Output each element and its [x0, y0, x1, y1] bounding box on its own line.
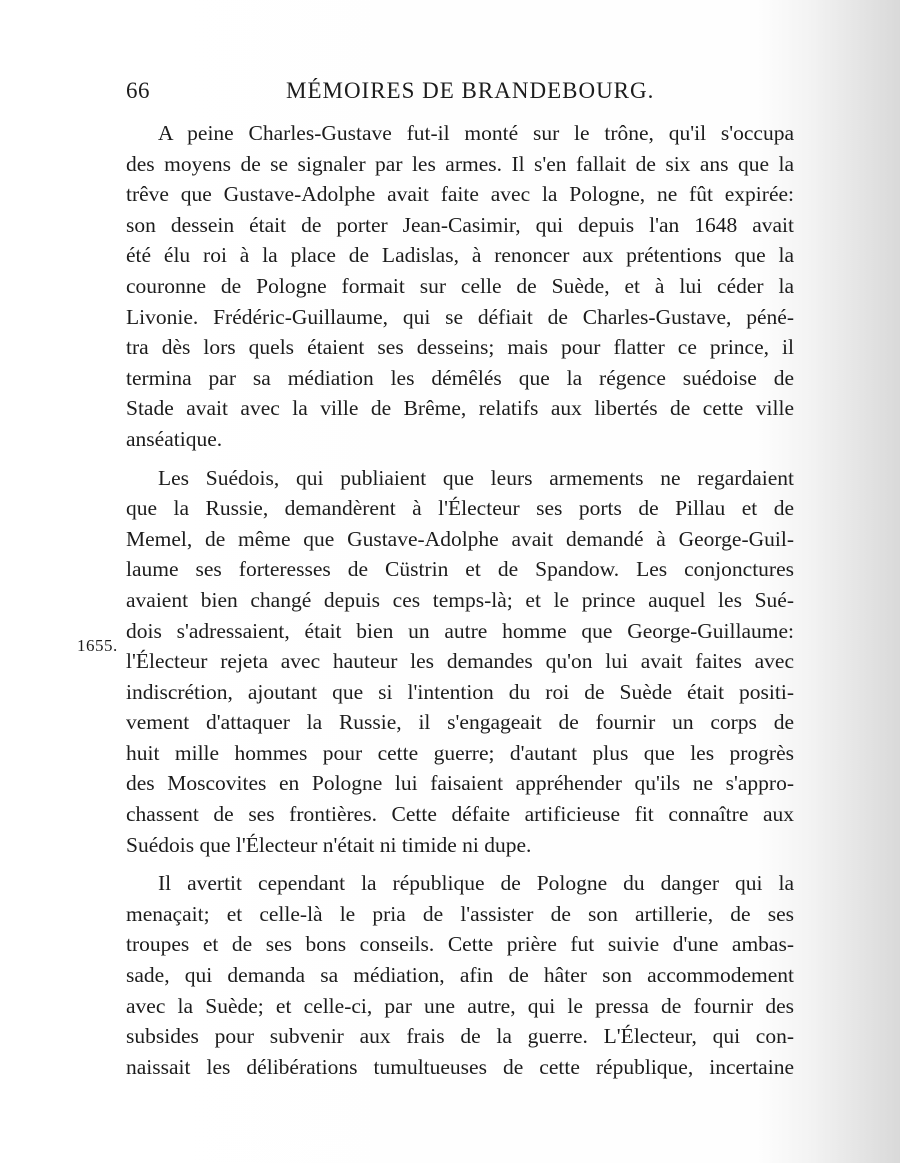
text-line: sade, qui demanda sa médiation, afin de hâter son accommodement: [126, 963, 794, 988]
text-line: couronne de Pologne formait sur celle de Suède, et à lui céder la: [126, 273, 794, 298]
paragraph-gap: [126, 455, 794, 463]
text-line: Il avertit cependant la république de Pologne du danger qui la: [158, 871, 794, 896]
text-line: A peine Charles-Gustave fut-il monté sur le trône, qu'il s'occupa: [158, 121, 794, 145]
text-line: dois s'adressaient, était bien un autre homme que George-Guillaume:: [126, 618, 794, 643]
text-line: anséatique.: [126, 426, 223, 451]
text-line: troupes et de ses bons conseils. Cette prière fut suivie d'une ambas-: [126, 932, 794, 957]
text-line: Stade avait avec la ville de Brême, relatifs aux libertés de cette ville: [126, 396, 794, 421]
text-line: menaçait; et celle-là le pria de l'assister de son artillerie, de ses: [126, 901, 794, 926]
text-line: que la Russie, demandèrent à l'Électeur ses ports de Pillau et de: [126, 496, 794, 521]
text-line: huit mille hommes pour cette guerre; d'autant plus que les progrès: [126, 740, 794, 765]
text-line: avaient bien changé depuis ces temps-là; et le prince auquel les Sué-: [126, 587, 794, 612]
paragraph-3: [126, 868, 794, 1082]
text-line: chassent de ses frontières. Cette défaite artificieuse fit connaître aux: [126, 802, 794, 827]
paragraph-gap: [126, 860, 794, 868]
text-line: Suédois que l'Électeur n'était ni timide ni dupe.: [126, 832, 532, 857]
text-line: naissait les délibérations tumultueuses de cette république, incertaine: [126, 1054, 794, 1079]
running-header: [126, 78, 794, 110]
text-line: Livonie. Frédéric-Guillaume, qui se défiait de Charles-Gustave, péné-: [126, 304, 794, 329]
text-line: des moyens de se signaler par les armes. Il s'en fallait de six ans que la: [126, 151, 794, 176]
paragraph-1: [126, 118, 794, 455]
margin-date-note: 1655.: [77, 636, 118, 655]
paragraph-2: [126, 463, 794, 861]
text-line: Les Suédois, qui publiaient que leurs armements ne regardaient: [158, 465, 794, 490]
text-line: son dessein était de porter Jean-Casimir, qui depuis l'an 1648 avait: [126, 212, 794, 237]
text-line: termina par sa médiation les démêlés que la régence suédoise de: [126, 365, 794, 390]
text-line: indiscrétion, ajoutant que si l'intention du roi de Suède était positi-: [126, 679, 794, 704]
text-line: trêve que Gustave-Adolphe avait faite avec la Pologne, ne fût expirée:: [126, 182, 794, 207]
text-line: Memel, de même que Gustave-Adolphe avait demandé à George-Guil-: [126, 526, 794, 551]
text-line: été élu roi à la place de Ladislas, à renoncer aux prétentions que la: [126, 243, 794, 268]
text-line: des Moscovites en Pologne lui faisaient appréhender qu'ils ne s'appro-: [126, 771, 794, 796]
page-number: 66: [126, 78, 150, 103]
text-line: avec la Suède; et celle-ci, par une autre, qui le pressa de fournir des: [126, 993, 794, 1018]
text-line: tra dès lors quels étaient ses desseins; mais pour flatter ce prince, il: [126, 335, 794, 360]
running-title: MÉMOIRES DE BRANDEBOURG.: [286, 78, 655, 103]
text-line: vement d'attaquer la Russie, il s'engageait de fournir un corps de: [126, 710, 794, 735]
text-line: subsides pour subvenir aux frais de la guerre. L'Électeur, qui con-: [126, 1024, 794, 1049]
text-line: l'Électeur rejeta avec hauteur les demandes qu'on lui avait faites avec: [126, 649, 794, 674]
text-line: laume ses forteresses de Cüstrin et de Spandow. Les conjonctures: [126, 557, 794, 582]
body-text: [126, 118, 794, 1082]
